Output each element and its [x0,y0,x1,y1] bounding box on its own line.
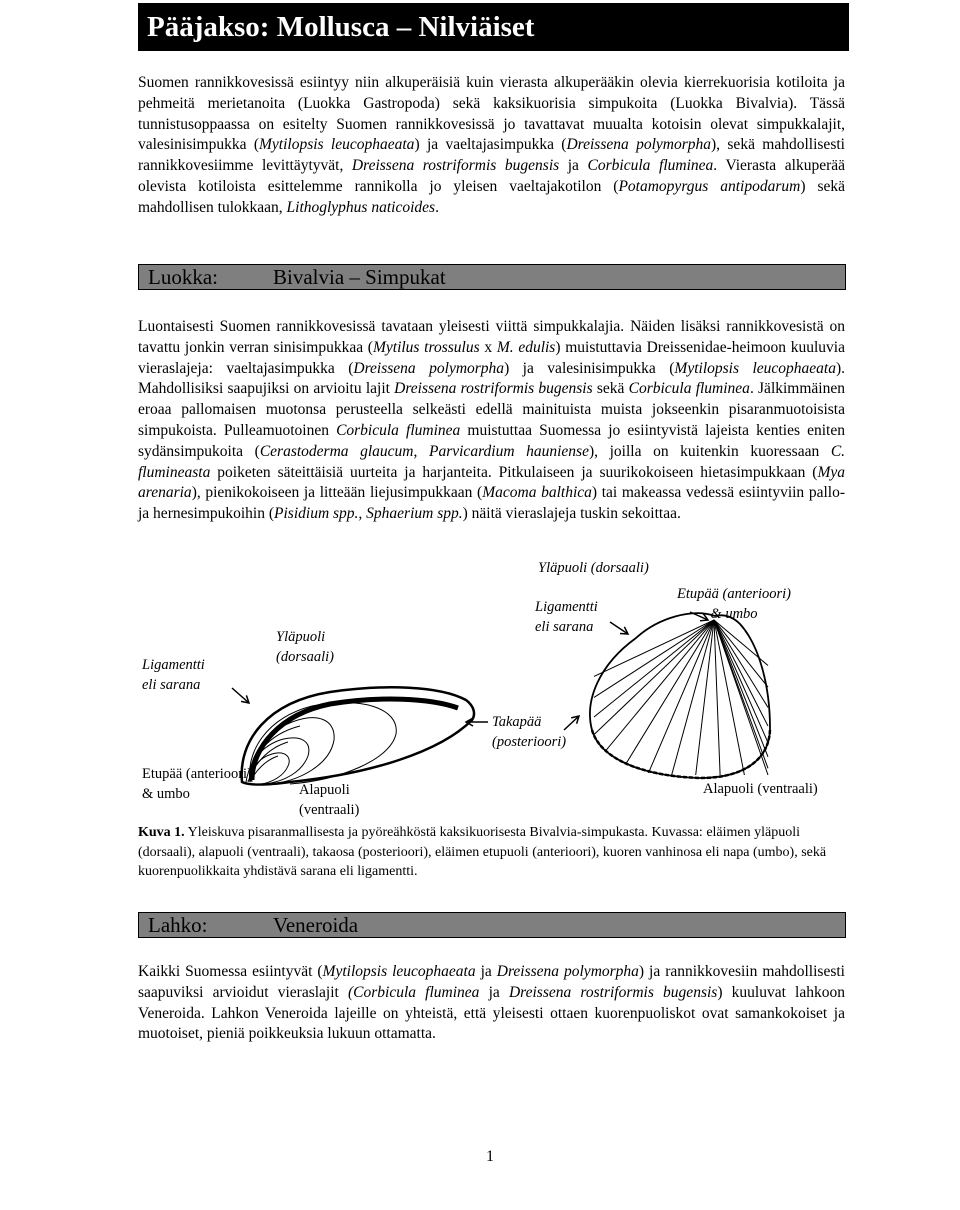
left-ventral-label: Alapuoli (ventraali) [299,782,360,818]
left-dorsal-label: Yläpuoli (dorsaali) [276,629,334,665]
order-heading-value: Veneroida [273,913,359,937]
figure-caption [138,823,845,882]
right-dorsal-label: Yläpuoli (dorsaali) [538,560,649,576]
caption-label: Kuva 1. [138,825,185,840]
round-shell-illustration [590,613,770,778]
order-heading-band [138,912,846,938]
page-number: 1 [486,1148,494,1165]
drop-shaped-shell-illustration [242,687,474,784]
right-ligament-label: Ligamentti eli sarana [535,599,598,635]
class-heading-value: Bivalvia – Simpukat [273,265,446,289]
page-title: Pääjakso: Mollusca – Nilviäiset [138,3,849,51]
left-ligament-label: Ligamentti eli sarana [142,657,205,693]
bivalvia-paragraph: Luontaisesti Suomen rannikkovesissä tavataan yleisesti viittä simpukkalajia. Näiden lisäksi rannikkovesistä on tavattu jonkin verran sinisimpukkaa (Mytilus trossulus x M. edulis) muistuttavia Dreissenidae-heimoon kuuluvia vieraslajeja: vaeltajasimpukka (Dreissena polymorpha) ja valesinisimpukka (Mytilopsis leucophaeata). Mahdollisiksi saapujiksi on arvioitu lajit Dreissena rostriformis bugensis sekä Corbicula fluminea. Jälkimmäinen eroaa pallomaisen muotonsa perusteella selkeästi edellä mainituista muista jokseenkin pisaranmuotoisista simpukoista. Pulleamuotoinen Corbicula fluminea muistuttaa Suomessa jo esiintyvistä lajeista kenties eniten sydänsimpukoita (Cerastoderma glaucum, Parvicardium hauniense), joilla on kuitenkin kuoressaan C. flumineasta poiketen säteittäisiä uurteita ja harjanteita. Pitkulaiseen ja suurikokoiseen hietasimpukkaan (Mya arenaria), pienikokoiseen ja litteään liejusimpukkaan (Macoma balthica) tai makeassa vedessä esiintyviin pallo- ja hernesimpukoihin (Pisidium spp., Sphaerium spp.) näitä vieraslajeja tuskin sekoittaa. [138,318,846,523]
veneroida-paragraph: Kaikki Suomessa esiintyvät (Mytilopsis leucophaeata ja Dreissena polymorpha) ja rannikkovesiin mahdollisesti saapuviksi arvioidut vieraslajit (Corbicula fluminea ja Dreissena rostriformis bugensis) kuuluvat lahkoon Veneroida. Lahkon Veneroida lajeille on yhteistä, että yleisesti ottaen kuorenpuoliskot ovat samankokoiset ja muotoiset, pieniä poikkeuksia lukuun ottamatta. [138,963,845,1043]
left-anterior-label: Etupää (anterioori) & umbo [142,766,252,802]
right-ventral-label: Alapuoli (ventraali) [703,781,818,797]
right-anterior-label: Etupää (anterioori) & umbo [677,586,791,622]
class-heading-key: Luokka: [148,265,218,289]
order-heading-key: Lahko: [148,913,208,937]
intro-paragraph: Suomen rannikkovesissä esiintyy niin alkuperäisiä kuin vierasta alkuperääkin olevia kierrekuorisia kotiloita ja pehmeitä merietanoita (Luokka Gastropoda) sekä kaksikuorisia simpukoita (Luokka Bivalvia). Tässä tunnistusoppaassa on esitelty Suomen rannikkovesissä jo tavattavat muualta kotoisin olevat simpukkalajit, valesinisimpukka (Mytilopsis leucophaeata) ja vaeltajasimpukka (Dreissena polymorpha), sekä mahdollisesti rannikkovesiimme levittäytyvät, Dreissena rostriformis bugensis ja Corbicula fluminea. Vierasta alkuperää olevista kotiloista esittelemme rannikolla jo yleisen vaeltajakotilon (Potamopyrgus antipodarum) sekä mahdollisen tulokkaan, Lithoglyphus naticoides. [138,74,846,216]
right-posterior-label: Takapää (posterioori) [492,714,567,750]
caption-text: Yleiskuva pisaranmallisesta ja pyöreähköstä kaksikuorisesta Bivalvia-simpukasta. Kuvassa: eläimen yläpuoli (dorsaali), alapuoli (ventraali), takaosa (posterioori), eläimen etupuoli (anterioori), kuoren vanhinosa eli napa (umbo), sekä kuorenpuolikkaita yhdistävä sarana eli ligamentti. [138,825,827,879]
